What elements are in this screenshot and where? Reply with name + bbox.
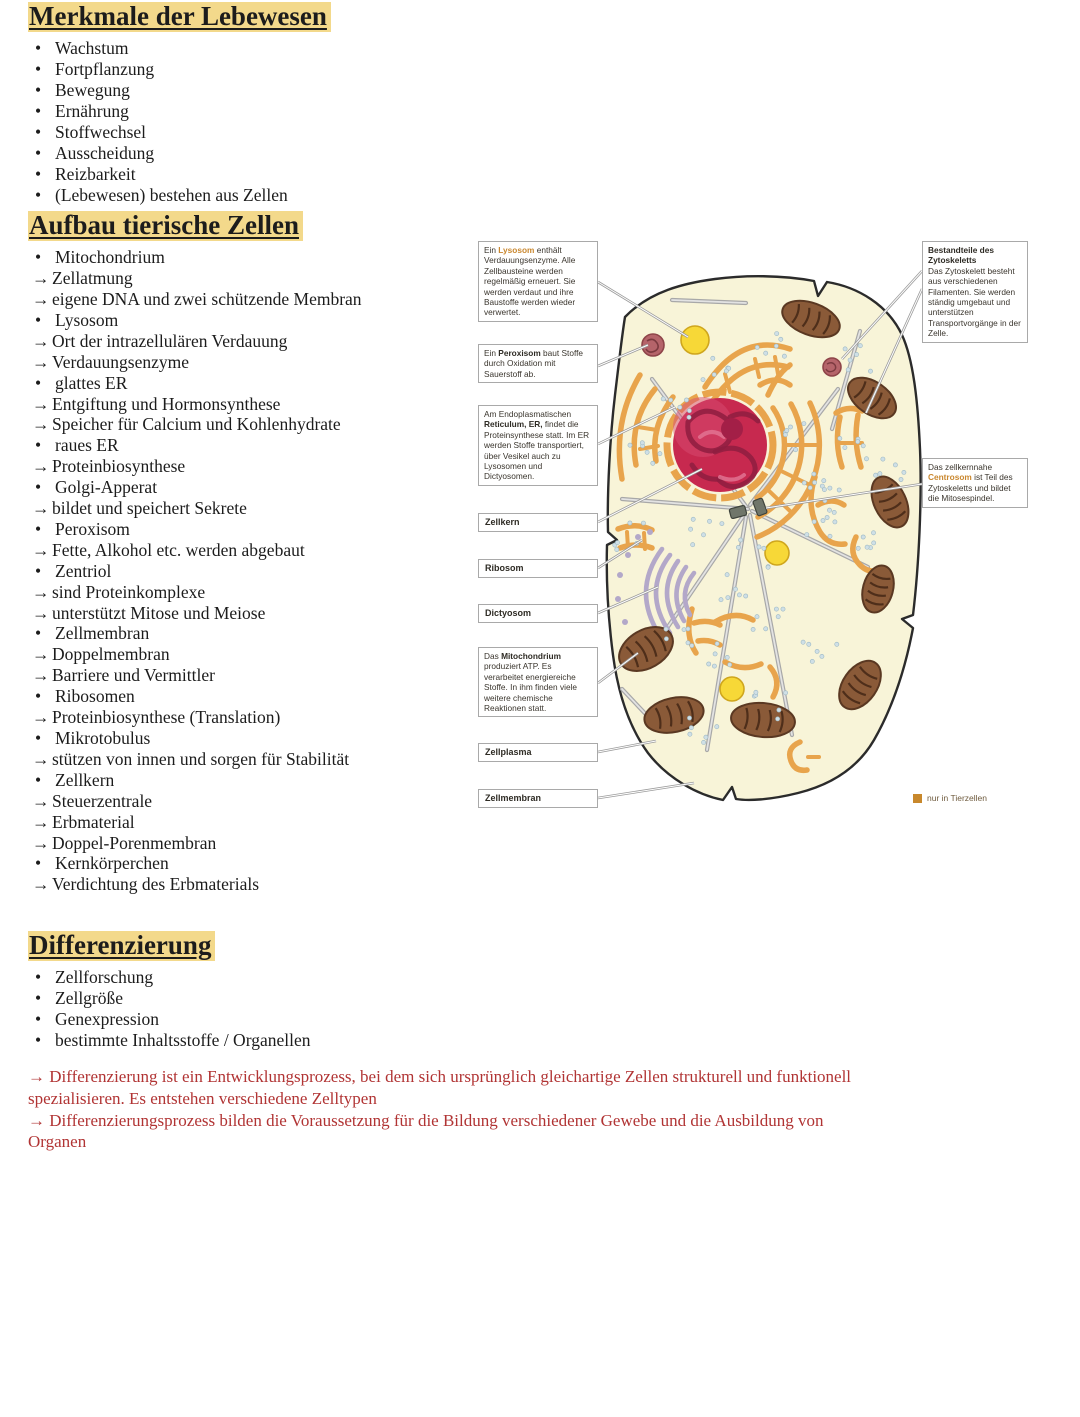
- item-text: Golgi-Apperat: [55, 477, 158, 498]
- bullet-marker: •: [35, 163, 42, 184]
- bullet-marker: •: [35, 1029, 42, 1050]
- label-text: baut Stoffe durch Oxidation mit Sauerstoff ab.: [484, 348, 584, 379]
- bullet-marker: •: [35, 967, 42, 988]
- bullet-marker: •: [35, 623, 42, 644]
- arrow-marker: →: [32, 539, 50, 560]
- bullet-marker: •: [35, 100, 42, 121]
- arrow-marker: →: [32, 665, 50, 686]
- legend-nur-in-tierzellen: [913, 793, 987, 803]
- list-item: [28, 812, 362, 833]
- list-item: [28, 498, 362, 519]
- label-zellmembran: [478, 789, 598, 808]
- list-item: [28, 519, 362, 540]
- list-item: [28, 582, 362, 603]
- note-line: Organen: [28, 1132, 87, 1152]
- bullet-marker: •: [35, 184, 42, 205]
- item-text: raues ER: [55, 435, 119, 456]
- label-box-er: [478, 405, 598, 486]
- label-text: Zellkern: [485, 517, 520, 527]
- item-text: Stoffwechsel: [55, 121, 147, 142]
- label-box-zytoskelett: [922, 241, 1028, 343]
- note-line: → Differenzierungsprozess bilden die Voraussetzung für die Bildung verschiedener Gewebe und die Ausbildung von: [28, 1110, 824, 1130]
- label-text: Das: [484, 651, 502, 661]
- arrow-marker: →: [32, 393, 50, 414]
- list-item: [28, 707, 362, 728]
- legend-swatch: [913, 794, 922, 803]
- item-text: (Lebewesen) bestehen aus Zellen: [55, 184, 288, 205]
- arrow-marker: →: [32, 268, 50, 289]
- nucleolus: [721, 418, 743, 440]
- arrow-marker: →: [32, 874, 50, 895]
- list-item: [28, 477, 362, 498]
- arrow-marker: →: [32, 288, 50, 309]
- label-text: Das Zytoskelett besteht aus verschiedenen Filamenten. Sie werden ständig umgebaut und unterstützen Transportvorgänge in der Zelle.: [928, 265, 1021, 339]
- bullet-marker: •: [35, 309, 42, 330]
- item-text: Kernkörperchen: [55, 853, 169, 874]
- list-differenzierung: [28, 967, 310, 1051]
- item-text: Mikrotobulus: [55, 728, 151, 748]
- list-item: [28, 185, 331, 206]
- item-text: Zellkern: [55, 769, 115, 790]
- list-item: [28, 435, 362, 456]
- list-item: [28, 101, 331, 122]
- item-text: Genexpression: [55, 1008, 160, 1029]
- list-item: [28, 540, 362, 561]
- item-text: Speicher für Calcium und Kohlenhydrate: [52, 414, 341, 435]
- list-item: [28, 665, 362, 686]
- label-box-centrosom: [922, 458, 1028, 508]
- item-text: Zellgröße: [55, 988, 124, 1009]
- item-text: Reizbarkeit: [55, 163, 136, 184]
- item-text: Ribosomen: [55, 686, 135, 707]
- item-text: Erbmaterial: [52, 811, 135, 832]
- heading-differenzierung: Differenzierung: [28, 931, 215, 961]
- label-text: Ein: [484, 245, 499, 255]
- list-aufbau: [28, 247, 362, 895]
- label-term-peroxisom: Peroxisom: [498, 348, 541, 358]
- bullet-marker: •: [35, 686, 42, 707]
- item-text: sind Proteinkomplexe: [52, 581, 206, 602]
- bullet-marker: •: [35, 1008, 42, 1029]
- item-text: eigene DNA und zwei schützende Membran: [52, 288, 362, 309]
- label-term-lysosom: Lysosom: [498, 245, 535, 255]
- label-text: Dictyosom: [485, 608, 532, 618]
- arrow-marker: →: [32, 811, 50, 832]
- label-box-peroxisom: [478, 344, 598, 383]
- label-text: Zellmembran: [485, 793, 542, 803]
- bullet-marker: •: [35, 728, 42, 748]
- arrow-marker: →: [32, 456, 50, 477]
- list-item: [28, 833, 362, 854]
- label-text: Ribosom: [485, 563, 524, 573]
- nucleus: [667, 392, 773, 498]
- list-item: [28, 988, 310, 1009]
- bullet-marker: •: [35, 247, 42, 268]
- list-item: [28, 394, 362, 415]
- label-term-mitochondrium: Mitochondrium: [501, 651, 561, 661]
- arrow-marker: →: [32, 707, 50, 728]
- item-text: glattes ER: [55, 372, 128, 393]
- list-item: [28, 143, 331, 164]
- arrow-marker: →: [32, 414, 50, 435]
- item-text: Ort der intrazellulären Verdauung: [52, 330, 288, 351]
- differenzierung-notes: [28, 1066, 1038, 1153]
- label-ribosom: [478, 559, 598, 578]
- item-text: Fortpflanzung: [55, 59, 155, 80]
- note-line: → Differenzierung ist ein Entwicklungsprozess, bei dem sich ursprünglich gleichartige Zellen strukturell und funktionell: [28, 1067, 852, 1086]
- item-text: Proteinbiosynthese (Translation): [52, 707, 281, 728]
- list-item: [28, 1009, 310, 1030]
- arrow-marker: →: [32, 790, 50, 811]
- list-item: [28, 770, 362, 791]
- list-item: [28, 38, 331, 59]
- list-item: [28, 247, 362, 268]
- lysosome: [720, 677, 744, 701]
- item-text: bildet und speichert Sekrete: [52, 498, 247, 519]
- list-item: [28, 122, 331, 143]
- list-item: [28, 728, 362, 749]
- label-text: Am Endoplasmatischen: [484, 409, 572, 419]
- list-item: [28, 603, 362, 624]
- bullet-marker: •: [35, 477, 42, 498]
- list-item: [28, 268, 362, 289]
- item-text: Bewegung: [55, 79, 130, 100]
- list-item: [28, 791, 362, 812]
- item-text: Zellatmung: [52, 268, 133, 289]
- item-text: Steuerzentrale: [52, 790, 153, 811]
- item-text: Fette, Alkohol etc. werden abgebaut: [52, 539, 305, 560]
- item-text: Zellforschung: [55, 967, 154, 988]
- section-aufbau: [28, 211, 362, 895]
- item-text: Lysosom: [55, 309, 119, 330]
- item-text: Wachstum: [55, 38, 129, 59]
- label-text: Ein: [484, 348, 499, 358]
- list-item: [28, 414, 362, 435]
- bullet-marker: •: [35, 769, 42, 790]
- label-text: produziert ATP. Es verarbeitet energiereiche Stoffe. In ihm finden viele weitere chemische Reaktionen statt.: [484, 661, 578, 714]
- label-text: Das zellkernnahe: [928, 462, 993, 472]
- bullet-marker: •: [35, 121, 42, 142]
- label-box-lysosom: [478, 241, 598, 322]
- arrow-marker: →: [32, 644, 50, 665]
- item-text: Ernährung: [55, 100, 129, 121]
- list-item: [28, 373, 362, 394]
- item-text: Verdichtung des Erbmaterials: [52, 874, 260, 895]
- item-text: Zentriol: [55, 560, 112, 581]
- list-item: [28, 456, 362, 477]
- arrow-marker: →: [32, 602, 50, 623]
- label-term-er: Reticulum, ER,: [484, 419, 543, 430]
- arrow-marker: →: [32, 581, 50, 602]
- bullet-marker: •: [35, 560, 42, 581]
- item-text: Verdauungsenzyme: [52, 351, 190, 372]
- bullet-marker: •: [35, 372, 42, 393]
- section-differenzierung: [28, 931, 310, 1051]
- list-item: [28, 80, 331, 101]
- item-text: Entgiftung und Hormonsynthese: [52, 393, 281, 414]
- label-text: findet die Proteinsynthese statt. Im ER werden Stoffe transportiert, über Vesikel auch zu Lysosomen und Dictyosomen.: [484, 419, 590, 482]
- animal-cell-diagram: [470, 237, 1035, 822]
- list-item: [28, 59, 331, 80]
- item-text: Mitochondrium: [55, 247, 165, 268]
- item-text: Ausscheidung: [55, 142, 155, 163]
- item-text: bestimmte Inhaltsstoffe / Organellen: [55, 1029, 311, 1050]
- arrow-marker: →: [32, 498, 50, 519]
- label-box-mitochondrium: [478, 647, 598, 717]
- arrow-marker: →: [32, 351, 50, 372]
- item-text: Peroxisom: [55, 518, 130, 539]
- list-item: [28, 331, 362, 352]
- item-text: stützen von innen und sorgen für Stabilität: [52, 748, 350, 769]
- arrow-marker: →: [32, 330, 50, 351]
- bullet-marker: •: [35, 853, 42, 874]
- lysosome: [765, 541, 789, 565]
- item-text: Barriere und Vermittler: [52, 665, 215, 686]
- list-merkmale: [28, 38, 331, 205]
- item-text: Zellmembran: [55, 623, 150, 644]
- label-term-zytoskelett: Bestandteile des Zytoskeletts: [928, 245, 994, 266]
- list-item: [28, 352, 362, 373]
- heading-merkmale: Merkmale der Lebewesen: [28, 2, 331, 32]
- heading-aufbau: Aufbau tierische Zellen: [28, 211, 303, 241]
- label-dictyosom: [478, 604, 598, 623]
- item-text: Doppelmembran: [52, 644, 170, 665]
- label-zellkern: [478, 513, 598, 532]
- list-item: [28, 749, 362, 770]
- bullet-marker: •: [35, 435, 42, 456]
- arrow-marker: →: [32, 748, 50, 769]
- arrow-marker: →: [32, 832, 50, 853]
- bullet-marker: •: [35, 59, 42, 80]
- bullet-marker: •: [35, 518, 42, 539]
- list-item: [28, 644, 362, 665]
- label-zellplasma: [478, 743, 598, 762]
- legend-text: nur in Tierzellen: [927, 793, 988, 803]
- label-text: enthält Verdauungsenzyme. Alle Zellbausteine werden regelmäßig erneuert. Sie werden verdaut und ihre Baustoffe werden wieder verwertet.: [484, 245, 576, 318]
- list-item: [28, 1030, 310, 1051]
- list-item: [28, 289, 362, 310]
- list-item: [28, 623, 362, 644]
- label-term-centrosom: Centrosom: [928, 472, 972, 483]
- list-item: [28, 686, 362, 707]
- note-line: spezialisieren. Es entstehen verschiedene Zelltypen: [28, 1088, 377, 1108]
- lysosome: [681, 326, 709, 354]
- label-text: Zellplasma: [485, 747, 532, 757]
- bullet-marker: •: [35, 988, 42, 1009]
- list-item: [28, 874, 362, 895]
- list-item: [28, 310, 362, 331]
- item-text: Proteinbiosynthese: [52, 456, 186, 477]
- list-item: [28, 164, 331, 185]
- bullet-marker: •: [35, 38, 42, 59]
- list-item: [28, 967, 310, 988]
- section-merkmale: [28, 2, 331, 205]
- label-text: ist Teil des Zytoskeletts und bildet die Mitosespindel.: [928, 472, 1013, 504]
- item-text: Doppel-Porenmembran: [52, 832, 217, 853]
- list-item: [28, 853, 362, 874]
- bullet-marker: •: [35, 79, 42, 100]
- list-item: [28, 561, 362, 582]
- bullet-marker: •: [35, 142, 42, 163]
- item-text: unterstützt Mitose und Meiose: [52, 602, 266, 623]
